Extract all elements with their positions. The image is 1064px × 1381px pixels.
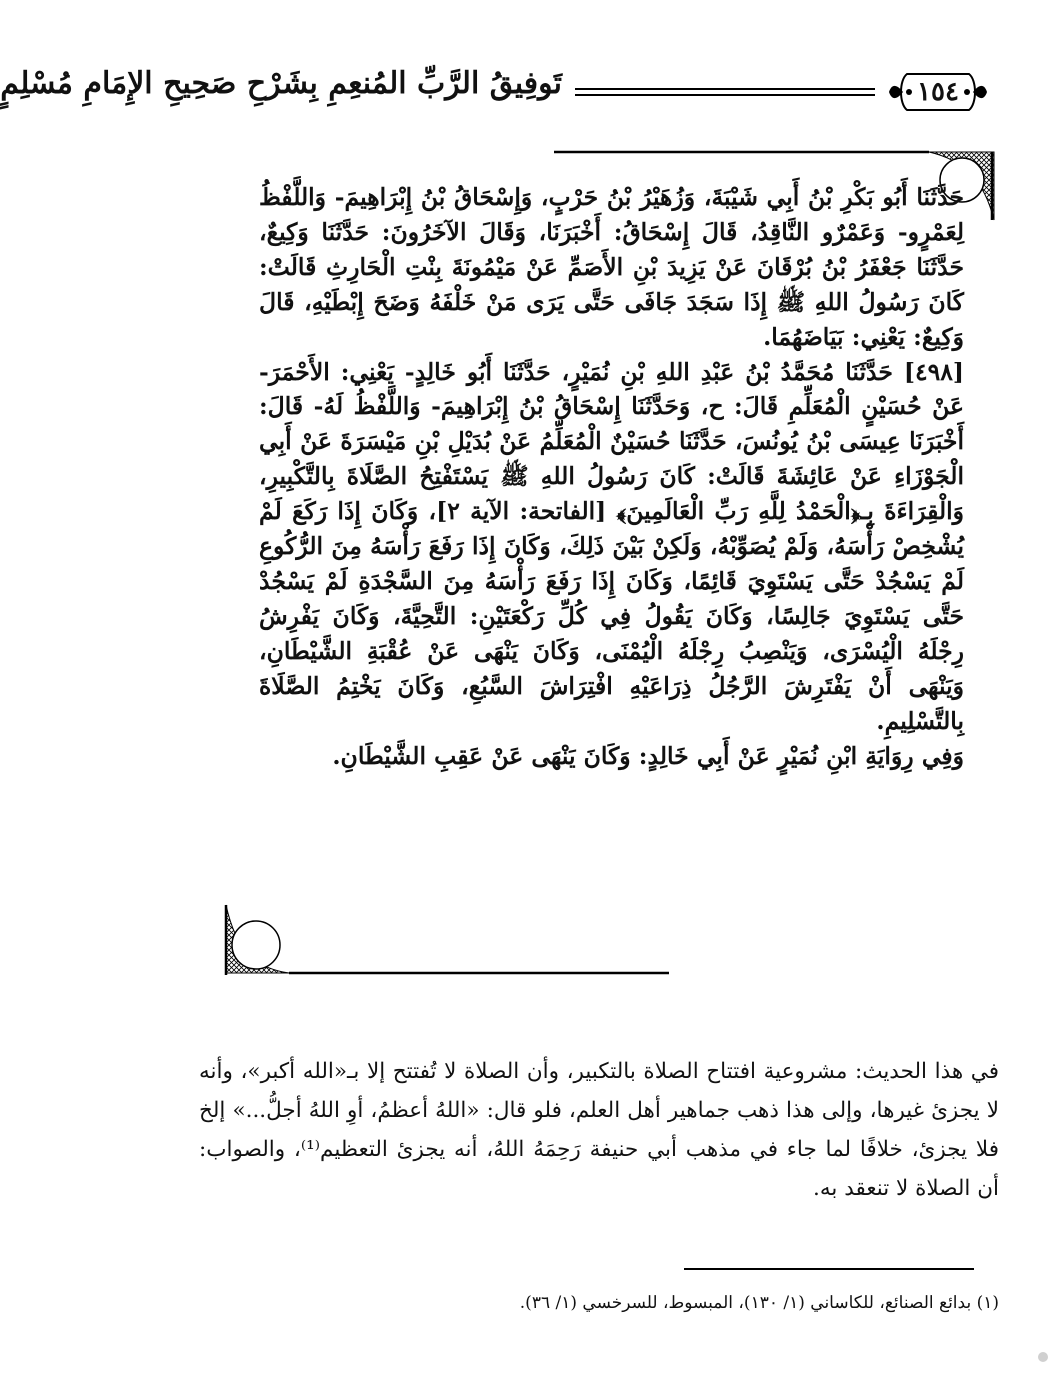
book-title: تَوفِيقُ الرَّبِّ المُنعِمِ بِشَرْحِ صَحِيحِ الإِمَامِ مُسْلِمٍ	[0, 66, 562, 101]
hadith-text	[259, 180, 964, 773]
footnote: (١) بدائع الصنائع، للكاساني (١/ ١٣٠)، المبسوط، للسرخسي (١/ ٣٦).	[519, 1293, 999, 1313]
hadith-paragraph: [٤٩٨] حَدَّثَنَا مُحَمَّدُ بْنُ عَبْدِ اللهِ بْنِ نُمَيْرٍ، حَدَّثَنَا أَبُو خَالِدٍ- يَعْنِي: الأَحْمَرَ- عَنْ حُسَيْنٍ الْمُعَلِّمِ قَالَ: ح، وَحَدَّثَنَا إِسْحَاقُ بْنُ إِبْرَاهِيمَ- وَاللَّفْظُ لَهُ- قَالَ: أَخْبَرَنَا عِيسَى بْنُ يُونُسَ، حَدَّثَنَا حُسَيْنٌ الْمُعَلِّمُ عَنْ بُدَيْلِ بْنِ مَيْسَرَةَ عَنْ أَبِي الْجَوْزَاءِ عَنْ عَائِشَةَ قَالَتْ: كَانَ رَسُولُ اللهِ ﷺ يَسْتَفْتِحُ الصَّلَاةَ بِالتَّكْبِيرِ، وَالْقِرَاءَةَ بِـ﴿الْحَمْدُ لِلَّهِ رَبِّ الْعَالَمِينَ﴾ [الفاتحة: الآية ٢]، وَكَانَ إِذَا رَكَعَ لَمْ يُشْخِصْ رَأْسَهُ، وَلَمْ يُصَوِّبْهُ، وَلَكِنْ بَيْنَ ذَلِكَ، وَكَانَ إِذَا رَفَعَ رَأْسَهُ مِنَ الرُّكُوعِ لَمْ يَسْجُدْ حَتَّى يَسْتَوِيَ قَائِمًا، وَكَانَ إِذَا رَفَعَ رَأْسَهُ مِنَ السَّجْدَةِ لَمْ يَسْجُدْ حَتَّى يَسْتَوِيَ جَالِسًا، وَكَانَ يَقُولُ فِي كُلِّ رَكْعَتَيْنِ: التَّحِيَّةَ، وَكَانَ يَفْرِشُ رِجْلَهُ الْيُسْرَى، وَيَنْصِبُ رِجْلَهُ الْيُمْنَى، وَكَانَ يَنْهَى عَنْ عُقْبَةِ الشَّيْطَانِ، وَيَنْهَى أَنْ يَفْتَرِشَ الرَّجُلُ ذِرَاعَيْهِ افْتِرَاشَ السَّبُعِ، وَكَانَ يَخْتِمُ الصَّلَاةَ بِالتَّسْلِيمِ.	[259, 357, 964, 735]
footnote-divider	[684, 1268, 974, 1270]
commentary-text: في هذا الحديث: مشروعية افتتاح الصلاة بالتكبير، وأن الصلاة لا تُفتتح إلا بـ«الله أكبر»، وأنه لا يجزئ غيرها، وإلى هذا ذهب جماهير أهل العلم، فلو قال: «اللهُ أعظمُ، أوِ اللهُ أجلُّ...» إلخ فلا يجزئ، خلافًا لما جاء في مذهب أبي حنيفة رَحِمَهُ اللهُ، أنه يجزئ التعظيم⁽¹⁾، والصواب: أن الصلاة لا تنعقد به.	[199, 1059, 999, 1201]
header-divider	[575, 88, 875, 96]
hadith-paragraph: وَفِي رِوَايَةِ ابْنِ نُمَيْرٍ عَنْ أَبِي خَالِدٍ: وَكَانَ يَنْهَى عَنْ عَقِبِ الشَّيْطَانِ.	[332, 741, 964, 770]
page-number: ١٥٤	[917, 77, 959, 107]
hadith-paragraph: حَدَّثَنَا أَبُو بَكْرِ بْنُ أَبِي شَيْبَةَ، وَزُهَيْرُ بْنُ حَرْبٍ، وَإِسْحَاقُ بْنُ إِبْرَاهِيمَ- وَاللَّفْظُ لِعَمْرٍو- وَعَمْرٌو النَّاقِدُ، قَالَ إِسْحَاقُ: أَخْبَرَنَا، وَقَالَ الآخَرُونَ: حَدَّثَنَا وَكِيعٌ، حَدَّثَنَا جَعْفَرُ بْنُ بُرْقَانَ عَنْ يَزِيدَ بْنِ الأَصَمِّ عَنْ مَيْمُونَةَ بِنْتِ الْحَارِثِ قَالَتْ: كَانَ رَسُولُ اللهِ ﷺ إِذَا سَجَدَ جَافَى حَتَّى يَرَى مَنْ خَلْفَهُ وَضَحَ إِبْطَيْهِ، قَالَ وَكِيعٌ: يَعْنِي: بَيَاضَهُمَا.	[259, 183, 964, 351]
page-header	[0, 62, 987, 122]
page-number-badge	[889, 68, 987, 116]
scan-dot	[1038, 1352, 1048, 1362]
